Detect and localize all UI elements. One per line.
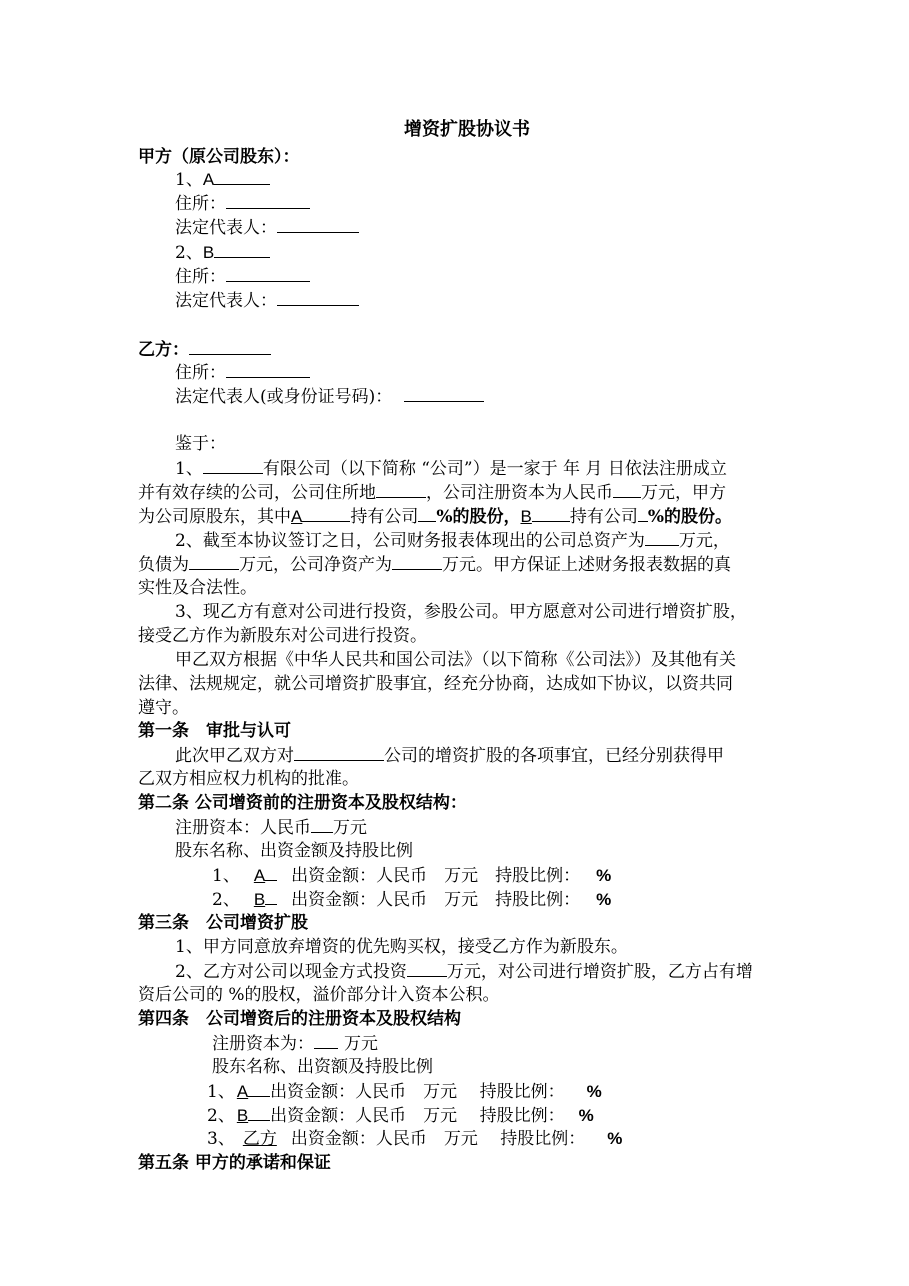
- text: 持有公司: [569, 507, 638, 527]
- text: 负债为: [138, 555, 189, 575]
- text: 并有效存续的公司，公司住所地: [138, 483, 376, 503]
- article-3-line-1: 1、甲方同意放弃增资的优先购买权，接受乙方作为新股东。: [175, 937, 628, 957]
- party-a-1-representative: [175, 215, 359, 240]
- text: %的股份，: [436, 507, 521, 527]
- label: 乙方：: [138, 340, 189, 360]
- text: 万元，公司净资产为: [239, 555, 392, 575]
- recital-4-line-2: 法律、法规规定，就公司增资扩股事宜，经充分协商，达成如下协议，以资共同: [138, 674, 733, 694]
- recital-1-line-2: [138, 480, 726, 505]
- text: 万元，: [678, 531, 730, 551]
- text: 出资金额：人民币 万元 持股比例：: [291, 866, 581, 886]
- article-1-line-2: 乙双方相应权力机构的批准。: [138, 769, 359, 789]
- shareholder-name: 乙方: [242, 1129, 277, 1149]
- label: 法定代表人(或身份证号码)：: [175, 387, 393, 407]
- blank-line: [277, 288, 359, 306]
- article-4-capital: [212, 1031, 378, 1056]
- article-4-heading: 第四条 公司增资后的注册资本及股权结构: [138, 1009, 461, 1029]
- article-4-list-title: 股东名称、出资额及持股比例: [212, 1057, 433, 1077]
- blank-line: [314, 1031, 338, 1049]
- article-4-row-3: [207, 1127, 622, 1151]
- blank-line: [248, 1079, 270, 1097]
- blank-line: [418, 504, 436, 522]
- text: %: [596, 890, 612, 909]
- article-4-row-1: [207, 1079, 602, 1104]
- shareholder-name: A: [236, 1082, 249, 1101]
- blank-line: [248, 1103, 270, 1121]
- blank-line: [404, 384, 484, 402]
- blank-line: [532, 504, 570, 522]
- blank-line: [407, 959, 447, 977]
- blank-line: [226, 264, 310, 282]
- text: 万元，甲方: [641, 483, 726, 503]
- article-1-heading: 第一条 审批与认可: [138, 721, 291, 741]
- text: 有限公司（以下简称 “公司”）是一家于 年 月 日依法注册成立: [262, 459, 727, 479]
- text: 公司的增资扩股的各项事宜，已经分别获得甲: [384, 746, 724, 766]
- blank-line: [265, 863, 277, 881]
- num: 1、: [212, 866, 240, 886]
- text: 注册资本：人民币: [175, 818, 311, 838]
- article-2-row-2: [212, 887, 611, 912]
- party-a-2-representative: [175, 288, 359, 313]
- recital-3-line-1: 3、现乙方有意对公司进行投资，参股公司。甲方愿意对公司进行增资扩股，: [175, 602, 747, 622]
- blank-line: [214, 240, 270, 258]
- article-1-line-1: [175, 743, 724, 768]
- recital-4-line-3: 遵守。: [138, 698, 189, 718]
- text: 万元: [344, 1034, 378, 1054]
- text: %: [578, 1106, 594, 1125]
- text: 出资金额：人民币 万元 持股比例：: [270, 1106, 565, 1126]
- shareholder-name: A: [253, 866, 266, 885]
- document-title: 增资扩股协议书: [404, 119, 530, 140]
- blank-line: [645, 528, 679, 546]
- blank-line: [226, 360, 310, 378]
- label: 住所：: [175, 267, 226, 287]
- recital-2-line-3: 实性及合法性。: [138, 578, 257, 598]
- blank-line: [392, 552, 442, 570]
- label: 住所：: [175, 194, 226, 214]
- text: 为公司原股东，其中: [138, 507, 291, 527]
- shareholder-name: B: [520, 507, 532, 526]
- text: 2、乙方对公司以现金方式投资: [175, 962, 407, 982]
- blank-line: [294, 743, 384, 761]
- blank-line: [265, 887, 277, 905]
- blank-line: [226, 191, 310, 209]
- blank-line: [189, 337, 271, 355]
- blank-line: [302, 504, 350, 522]
- shareholder-name: A: [291, 507, 303, 526]
- party-b-representative: [175, 384, 484, 409]
- text: %: [607, 1129, 623, 1148]
- article-3-line-3: 资后公司的 %的股权，溢价部分计入资本公积。: [138, 985, 500, 1005]
- party-a-shareholder-1: [175, 167, 270, 192]
- shareholder-name: B: [236, 1106, 249, 1125]
- article-2-capital: [175, 815, 367, 840]
- party-b-heading: [138, 337, 271, 362]
- recital-1-line-1: [175, 456, 727, 481]
- party-a-1-address: [175, 191, 310, 216]
- text: 万元。甲方保证上述财务报表数据的真: [442, 555, 731, 575]
- text: 出资金额：人民币 万元 持股比例：: [290, 1129, 586, 1149]
- shareholder-name: B: [202, 243, 215, 262]
- party-a-2-address: [175, 264, 310, 289]
- text: 此次甲乙双方对: [175, 746, 294, 766]
- article-5-heading: 第五条 甲方的承诺和保证: [138, 1153, 331, 1173]
- text: 万元: [333, 818, 367, 838]
- blank-line: [189, 552, 239, 570]
- article-2-heading: 第二条 公司增资前的注册资本及股权结构：: [138, 793, 467, 813]
- text: 持有公司: [350, 507, 419, 527]
- blank-line: [613, 480, 641, 498]
- shareholder-name: B: [253, 890, 266, 909]
- party-a-shareholder-2: [175, 240, 270, 265]
- blank-line: [203, 456, 263, 474]
- text: 2、截至本协议签订之日，公司财务报表体现出的公司总资产为: [175, 531, 645, 551]
- article-2-list-title: 股东名称、出资金额及持股比例: [175, 841, 413, 861]
- text: %的股份。: [647, 507, 732, 527]
- text: ，公司注册资本为人民币: [426, 483, 613, 503]
- recital-4-line-1: 甲乙双方根据《中华人民共和国公司法》（以下简称《公司法》）及其他有关: [175, 650, 736, 670]
- blank-line: [638, 504, 648, 522]
- blank-line: [277, 215, 359, 233]
- recital-1-line-3: [138, 504, 732, 529]
- num: 3、: [207, 1129, 235, 1149]
- recital-2-line-2: [138, 552, 731, 577]
- num: 1、: [175, 170, 203, 190]
- text: 1、: [175, 459, 203, 479]
- label: 法定代表人：: [175, 218, 277, 238]
- shareholder-name: A: [202, 170, 215, 189]
- blank-line: [376, 480, 426, 498]
- text: 出资金额：人民币 万元 持股比例：: [270, 1082, 565, 1102]
- article-3-heading: 第三条 公司增资扩股: [138, 913, 308, 933]
- blank-line: [214, 167, 270, 185]
- article-4-row-2: [207, 1103, 594, 1128]
- num: 2、: [175, 243, 203, 263]
- num: 2、: [207, 1106, 235, 1126]
- party-a-heading: 甲方（原公司股东）：: [138, 147, 300, 167]
- label: 法定代表人：: [175, 291, 277, 311]
- num: 2、: [212, 890, 240, 910]
- article-2-row-1: [212, 863, 611, 888]
- text: %: [596, 866, 612, 885]
- text: 出资金额：人民币 万元 持股比例：: [291, 890, 581, 910]
- recital-3-line-2: 接受乙方作为新股东对公司进行投资。: [138, 626, 427, 646]
- text: 万元，对公司进行增资扩股，乙方占有增: [446, 962, 753, 982]
- party-b-address: [175, 360, 310, 385]
- text: 注册资本为：: [212, 1034, 314, 1054]
- label: 住所：: [175, 363, 226, 383]
- recitals-intro: 鉴于：: [175, 434, 226, 454]
- recital-2-line-1: [175, 528, 730, 553]
- blank-line: [311, 815, 333, 833]
- text: %: [586, 1082, 602, 1101]
- num: 1、: [207, 1082, 235, 1102]
- article-3-line-2: [175, 959, 753, 984]
